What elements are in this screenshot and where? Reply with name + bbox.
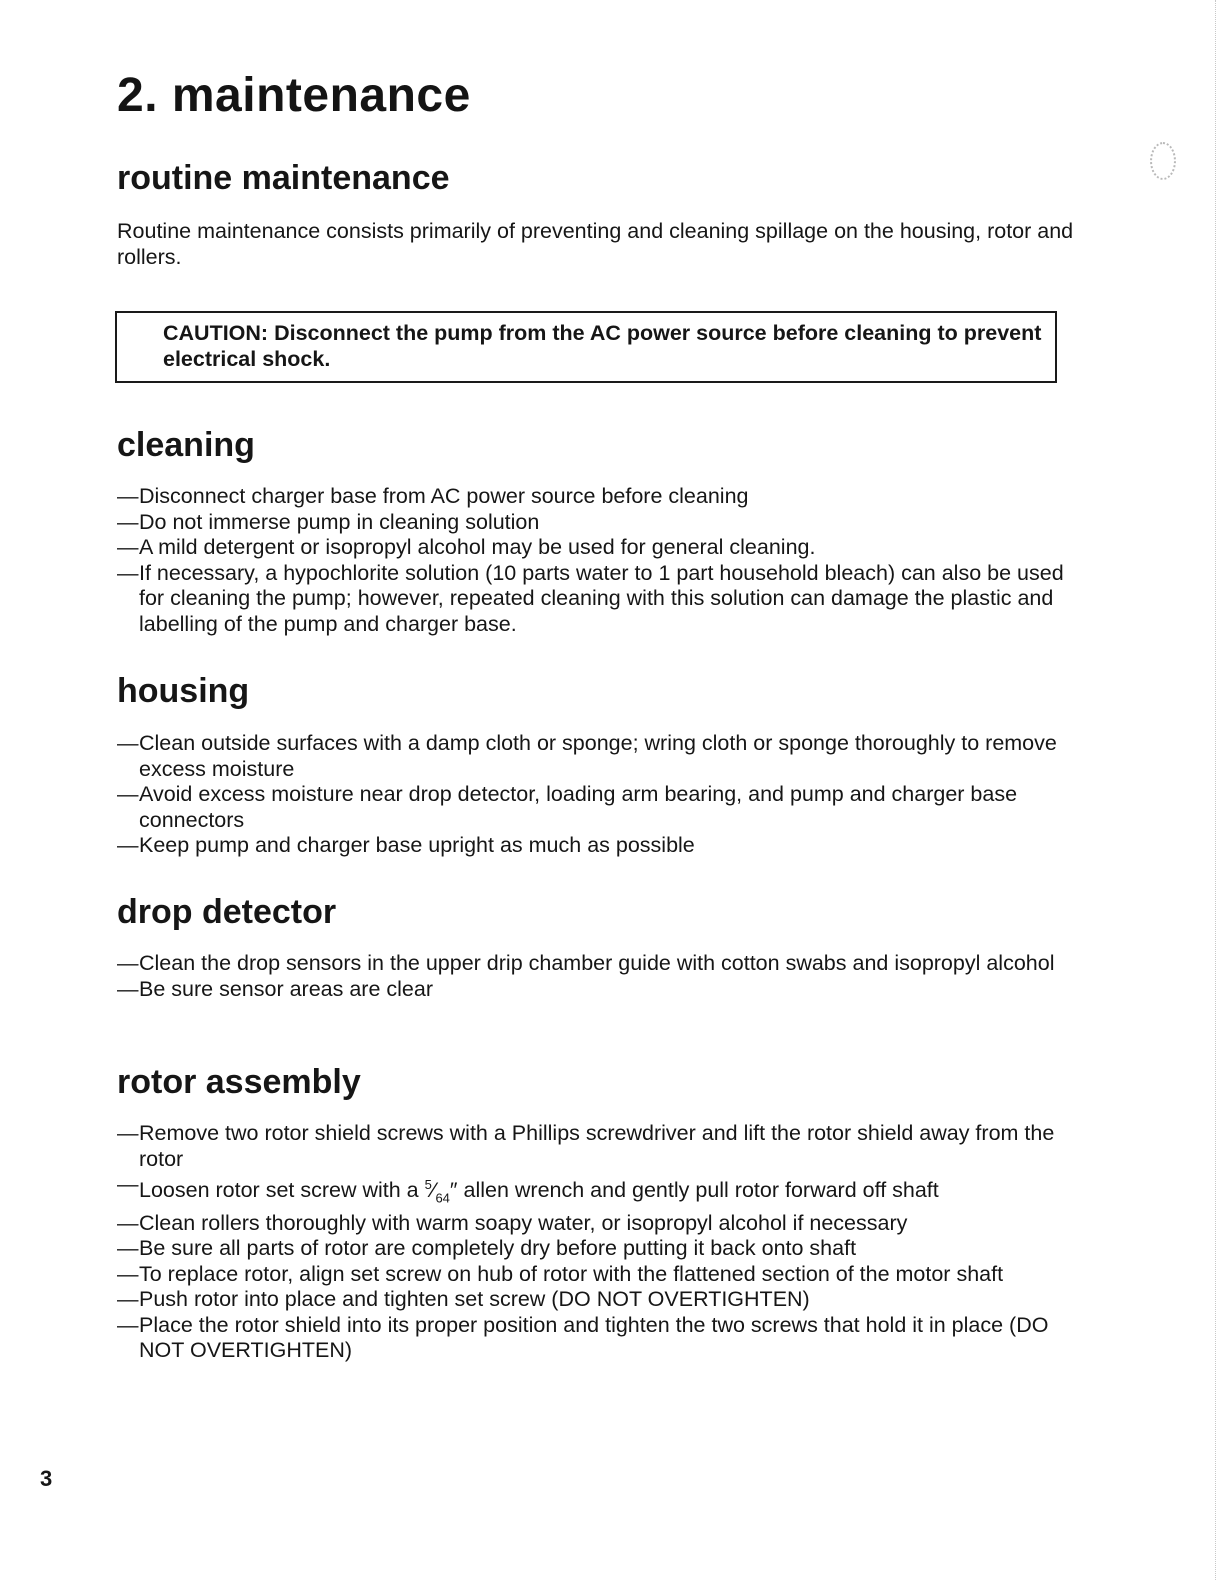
binder-hole-mark [1150,142,1176,180]
cleaning-list [117,484,1077,637]
list-item [117,977,1077,1003]
dash-marker: — [117,1261,139,1286]
list-item [117,833,1077,859]
list-item [117,951,1077,977]
fraction: $^5⁄_{64}$ [424,1177,450,1206]
list-item [117,731,1077,782]
list-item [117,1236,1077,1262]
dash-marker: — [117,1121,139,1145]
dash-marker: — [117,782,139,806]
rotor-item-1: Remove two rotor shield screws with a Phillips screwdriver and lift the rotor shield away from the rotor [139,1121,1055,1171]
housing-item-2: Avoid excess moisture near drop detector, loading arm bearing, and pump and charger base connectors [139,782,1018,832]
drop-detector-list [117,951,1077,1002]
rotor-item-2 [139,1177,939,1206]
drop-detector-item-1: Clean the drop sensors in the upper drip chamber guide with cotton swabs and isopropyl alcohol [139,951,1055,975]
dash-marker: — [117,951,139,975]
housing-item-1: Clean outside surfaces with a damp cloth or sponge; wring cloth or sponge thoroughly to remove excess moisture [139,731,1057,781]
cleaning-item-4: If necessary, a hypochlorite solution (10 parts water to 1 part household bleach) can also be used for cleaning the pump; however, repeated cleaning with this solution can damage the plastic and labelling of the pump and charger base. [139,560,1064,636]
routine-maintenance-text: Routine maintenance consists primarily of preventing and cleaning spillage on the housing, rotor and rollers. [117,219,1074,269]
section-heading-rotor-assembly: rotor assembly [117,1063,361,1101]
page-number: 3 [40,1466,53,1491]
drop-detector-item-2: Be sure sensor areas are clear [139,976,433,1001]
list-item [117,535,1077,561]
dash-marker: — [117,484,139,508]
dash-marker: — [117,1172,139,1196]
list-item [117,561,1077,638]
rotor-item-7: Place the rotor shield into its proper position and tighten the two screws that hold it in place (DO NOT OVERTIGHTEN) [139,1312,1049,1363]
rotor-assembly-list [117,1121,1077,1364]
dash-marker: — [117,976,139,1001]
list-item [117,1121,1077,1172]
cleaning-item-2: Do not immerse pump in cleaning solution [139,509,540,534]
scan-edge-line [1215,0,1216,1580]
dash-marker: — [117,731,139,755]
dash-marker: — [117,1210,139,1235]
rotor-item-5: To replace rotor, align set screw on hub of rotor with the flattened section of the motor shaft [139,1261,1004,1286]
section-heading-cleaning: cleaning [117,426,255,464]
list-item [117,1262,1077,1288]
dash-marker: — [117,535,139,559]
cleaning-item-1: Disconnect charger base from AC power source before cleaning [139,484,749,508]
fraction-numerator: 5 [424,1177,432,1192]
rotor-item-6: Push rotor into place and tighten set screw (DO NOT OVERTIGHTEN) [139,1287,810,1312]
housing-item-3: Keep pump and charger base upright as much as possible [139,833,695,857]
dash-marker: — [117,1236,139,1261]
list-item [117,510,1077,536]
caution-text: CAUTION: Disconnect the pump from the AC power source before cleaning to prevent electrical shock. [163,321,1042,371]
list-item [117,1172,1077,1211]
dash-marker: — [117,1312,139,1337]
fraction-denominator: 64 [435,1190,450,1206]
list-item [117,484,1077,510]
cleaning-item-3: A mild detergent or isopropyl alcohol may be used for general cleaning. [139,535,816,559]
housing-list [117,731,1077,859]
rotor-item-2-after: ″ allen wrench and gently pull rotor forward off shaft [449,1178,939,1203]
rotor-item-4: Be sure all parts of rotor are completely dry before putting it back onto shaft [139,1236,857,1261]
dash-marker: — [117,560,139,585]
list-item [117,782,1077,833]
rotor-item-3: Clean rollers thoroughly with warm soapy water, or isopropyl alcohol if necessary [139,1210,908,1235]
section-heading-drop-detector: drop detector [117,893,337,931]
section-heading-housing: housing [117,672,250,710]
caution-box [115,311,1057,383]
list-item [117,1287,1077,1313]
page-title: 2. maintenance [117,69,471,122]
section-heading-routine-maintenance: routine maintenance [117,159,450,197]
rotor-item-2-before: Loosen rotor set screw with a [139,1178,425,1203]
dash-marker: — [117,509,139,534]
list-item [117,1313,1077,1364]
list-item [117,1211,1077,1237]
dash-marker: — [117,833,139,857]
dash-marker: — [117,1287,139,1312]
